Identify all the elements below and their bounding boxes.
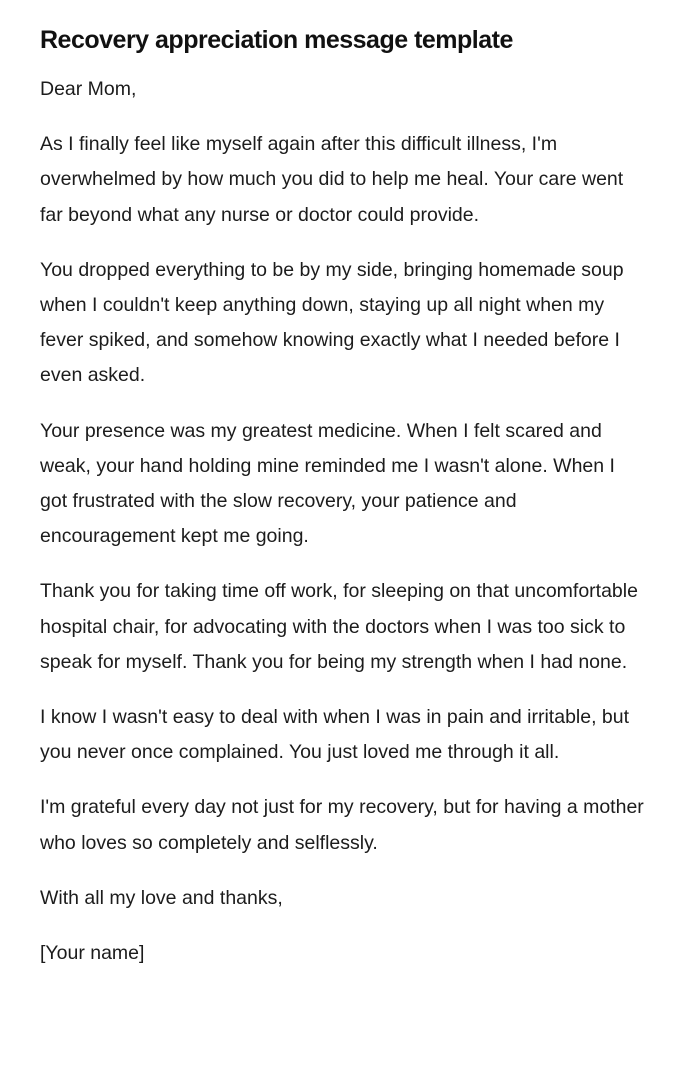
body-paragraph: As I finally feel like myself again after this difficult illness, I'm overwhelmed by how much you did to help me heal. Your care went far beyond what any nurse or doctor could provide. [40,133,624,226]
body-paragraph: You dropped everything to be by my side, bringing homemade soup when I couldn't keep anything down, staying up all night when my fever spiked, and somehow knowing exactly what I needed before I even asked. [40,258,624,387]
body-paragraph: Your presence was my greatest medicine. When I felt scared and weak, your hand holding mine reminded me I wasn't alone. When I got frustrated with the slow recovery, your patience and encouragement kept me going. [40,419,615,548]
closing: With all my love and thanks, [40,886,283,909]
body-paragraph: I know I wasn't easy to deal with when I was in pain and irritable, but you never once complained. You just loved me through it all. [40,706,630,764]
message-template [40,24,645,991]
signature-placeholder: [Your name] [40,942,145,965]
page-title: Recovery appreciation message template [40,26,513,54]
salutation: Dear Mom, [40,78,137,100]
body-paragraph: I'm grateful every day not just for my recovery, but for having a mother who loves so completely and selflessly. [40,796,644,854]
body-paragraph: Thank you for taking time off work, for sleeping on that uncomfortable hospital chair, for advocating with the doctors when I was too sick to speak for myself. Thank you for being my strength when I had none. [40,580,638,673]
